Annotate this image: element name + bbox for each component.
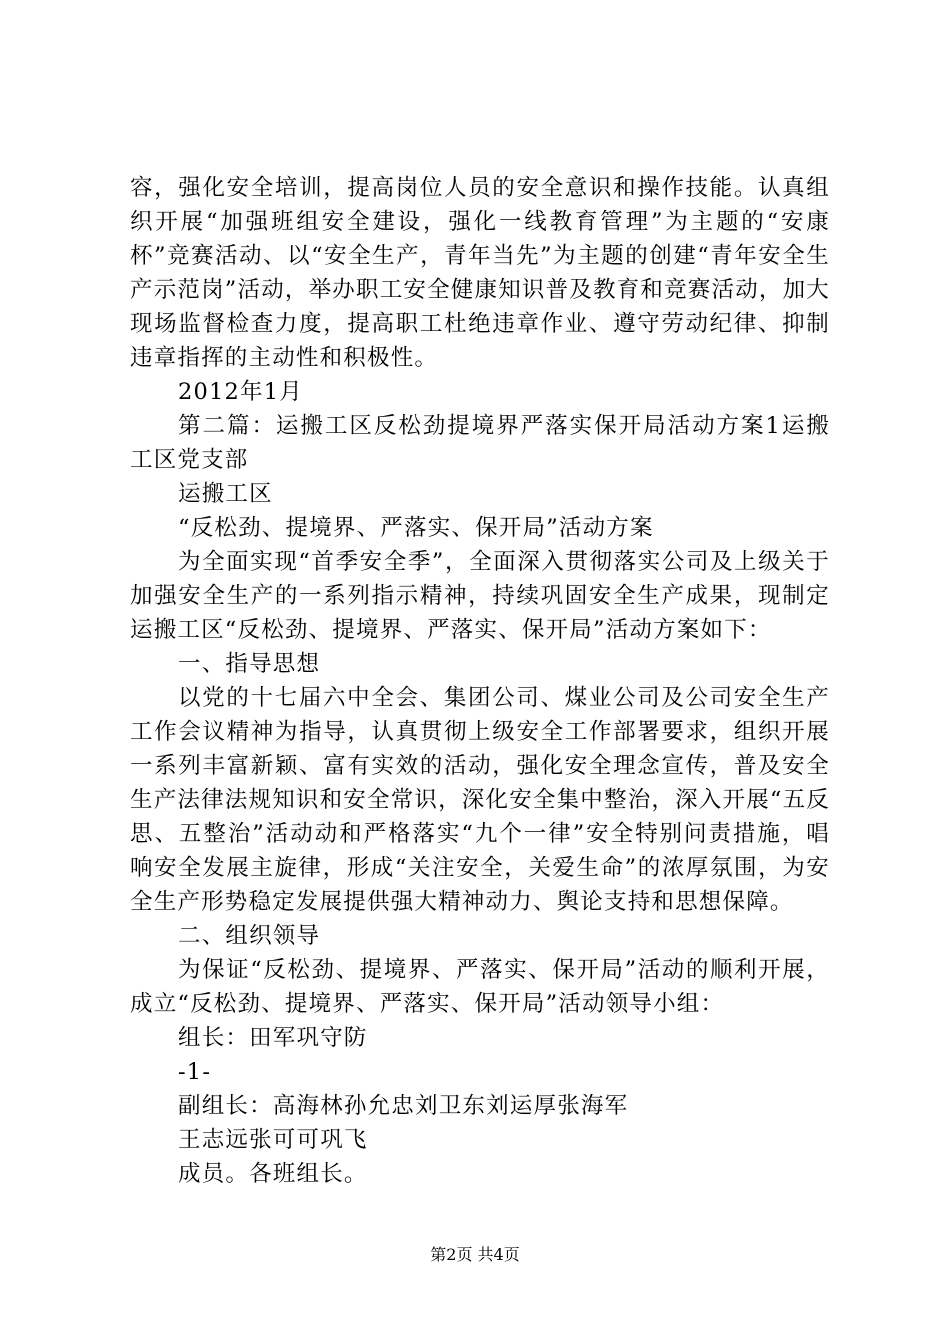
paragraph-members: 成员。各班组长。 (178, 1161, 368, 1187)
heading-organization: 二、组织领导 (178, 923, 321, 949)
inline-page-number: -1- (178, 1059, 212, 1085)
paragraph-intro: 为全面实现“首季安全季”，全面深入贯彻落实公司及上级关于加强安全生产的一系列指示精神，持续巩固安全生产成果，现制定运搬工区“反松劲、提境界、严落实、保开局”活动方案如下： (130, 549, 830, 643)
paragraph-section-title: 第二篇：运搬工区反松劲提境界严落实保开局活动方案1运搬工区党支部 (130, 413, 830, 473)
heading-guiding-ideology: 一、指导思想 (178, 651, 321, 677)
paragraph-date: 2012年1月 (178, 379, 303, 405)
paragraph-organization: 为保证“反松劲、提境界、严落实、保开局”活动的顺利开展，成立“反松劲、提境界、严落实、保开局”活动领导小组： (130, 957, 830, 1017)
paragraph-guiding-ideology: 以党的十七届六中全会、集团公司、煤业公司及公司安全生产工作会议精神为指导，认真贯彻上级安全工作部署要求，组织开展一系列丰富新颖、富有实效的活动，强化安全理念宣传，普及安全生产法律法规知识和安全常识，深化安全集中整治，深入开展“五反思、五整治”活动动和严格落实“九个一律”安全特别问责措施，唱响安全发展主旋律，形成“关注安全，关爱生命”的浓厚氛围，为安全生产形势稳定发展提供强大精神动力、舆论支持和思想保障。 (130, 685, 831, 915)
paragraph-deputy-leaders: 副组长：高海林孙允忠刘卫东刘运厚张海军 (178, 1093, 629, 1119)
paragraph-deputy-leaders-continued: 王志远张可可巩飞 (178, 1127, 368, 1153)
paragraph-plan-title: “反松劲、提境界、严落实、保开局”活动方案 (178, 515, 654, 541)
paragraph-work-area: 运搬工区 (178, 481, 273, 507)
paragraph-team-leader: 组长：田军巩守防 (178, 1025, 368, 1051)
page-footer: 第2页 共4页 (430, 1245, 520, 1264)
paragraph-training-continuation: 容，强化安全培训，提高岗位人员的安全意识和操作技能。认真组织开展“加强班组安全建设，强化一线教育管理”为主题的“安康杯”竞赛活动、以“安全生产，青年当先”为主题的创建“青年安全生产示范岗”活动，举办职工安全健康知识普及教育和竞赛活动，加大现场监督检查力度，提高职工杜绝违章作业、遵守劳动纪律、抑制违章指挥的主动性和积极性。 (130, 175, 831, 371)
document-body (130, 171, 830, 1191)
